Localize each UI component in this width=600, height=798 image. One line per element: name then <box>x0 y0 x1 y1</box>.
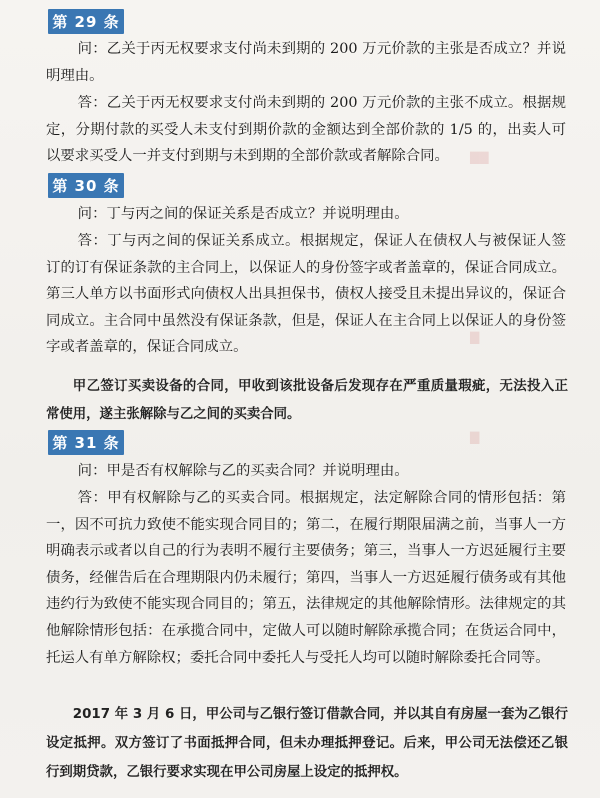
section-30-answer: 答：丁与丙之间的保证关系成立。根据规定，保证人在债权人与被保证人签订的订有保证条款的主合同上，以保证人的身份签字或者盖章的，保证合同成立。第三人单方以书面形式向债权人出具担保书，债权人接受且未提出异议的，保证合同成立。主合同中虽然没有保证条款，但是，保证人在主合同上以保证人的身份签字或者盖章的，保证合同成立。 <box>46 233 566 356</box>
section-31-badge: 第 31 条 <box>48 430 124 455</box>
section-31-answer: 答：甲有权解除与乙的买卖合同。根据规定，法定解除合同的情形包括：第一，因不可抗力致使不能实现合同目的；第二，在履行期限届满之前，当事人一方明确表示或者以自己的行为表明不履行主要债务；第三，当事人一方迟延履行主要债务，经催告后在合理期限内仍未履行；第四，当事人一方迟延履行债务或有其他违约行为致使不能实现合同目的；第五，法律规定的其他解除情形。法律规定的其他解除情形包括：在承揽合同中，定做人可以随时解除承揽合同；在货运合同中，托运人有单方解除权；委托合同中委托人与受托人均可以随时解除委托合同等。 <box>46 490 566 666</box>
section-29-answer: 答：乙关于丙无权要求支付尚未到期的 200 万元价款的主张不成立。根据规定，分期付款的买受人未支付到期价款的金额达到全部价款的 1/5 的，出卖人可以要求买受人一并支付到期与未到期的全部价款或者解除合同。 <box>46 95 566 165</box>
section-31-question: 问：甲是否有权解除与乙的买卖合同？并说明理由。 <box>77 463 409 479</box>
section-29-badge: 第 29 条 <box>48 9 124 34</box>
case-text-1: 甲乙签订买卖设备的合同，甲收到该批设备后发现存在严重质量瑕疵，无法投入正常使用，遂主张解除与乙之间的买卖合同。 <box>46 379 568 422</box>
section-30-question: 问：丁与丙之间的保证关系是否成立？并说明理由。 <box>77 206 409 222</box>
bleed-through-mark: ▇ <box>470 430 480 444</box>
bleed-through-mark: ▇▇ <box>470 150 489 164</box>
section-30-badge: 第 30 条 <box>48 173 124 198</box>
bleed-through-mark: ▇ <box>470 330 480 344</box>
section-29-question: 问：乙关于丙无权要求支付尚未到期的 200 万元价款的主张是否成立？并说明理由。 <box>46 41 566 84</box>
case-text-2: 2017 年 3 月 6 日，甲公司与乙银行签订借款合同，并以其自有房屋一套为乙银行设定抵押。双方签订了书面抵押合同，但未办理抵押登记。后来，甲公司无法偿还乙银行到期贷款，乙银行要求实现在甲公司房屋上设定的抵押权。 <box>46 707 568 780</box>
